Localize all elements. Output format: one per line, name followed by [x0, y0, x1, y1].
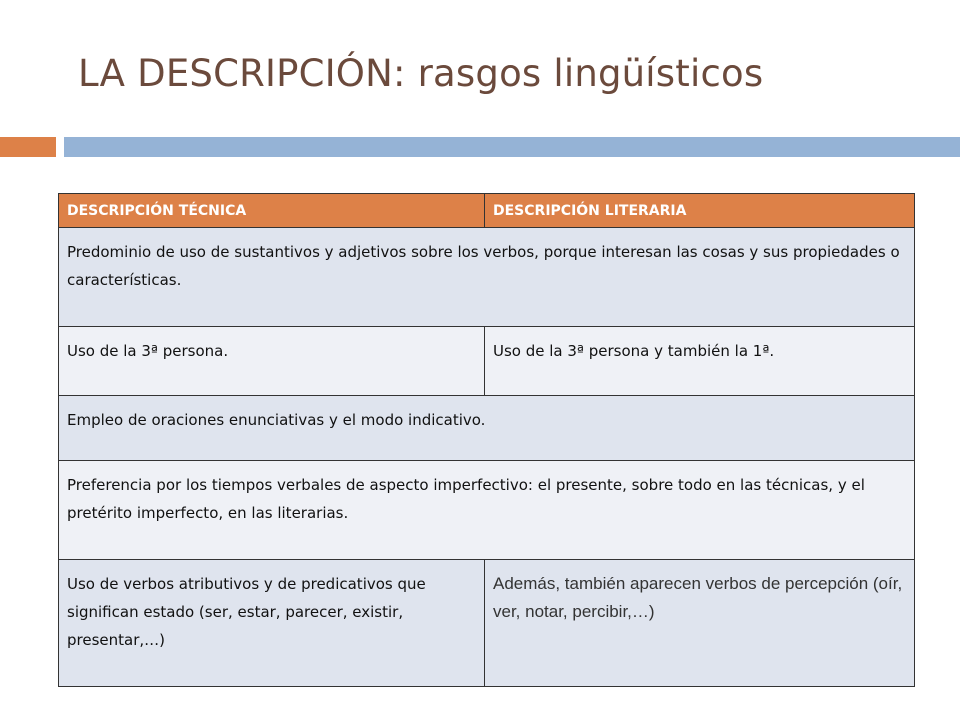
slide-title: LA DESCRIPCIÓN: rasgos lingüísticos — [78, 52, 764, 95]
features-table — [58, 193, 915, 687]
table-header-row — [59, 194, 915, 228]
row-sustantivos-adjetivos: Predominio de uso de sustantivos y adjetivos sobre los verbos, porque interesan las cosas y sus propiedades o características. — [59, 228, 915, 327]
header-literaria: DESCRIPCIÓN LITERARIA — [485, 194, 915, 228]
row-tiempos-verbales: Preferencia por los tiempos verbales de aspecto imperfectivo: el presente, sobre todo en las técnicas, y el pretérito imperfecto, en las literarias. — [59, 461, 915, 560]
table-row — [59, 461, 915, 560]
row-persona-tecnica: Uso de la 3ª persona. — [59, 327, 485, 396]
accent-bar-orange — [0, 137, 56, 157]
row-oraciones-enunciativas: Empleo de oraciones enunciativas y el modo indicativo. — [59, 396, 915, 461]
table-row — [59, 560, 915, 687]
table-row — [59, 228, 915, 327]
row-verbos-tecnica: Uso de verbos atributivos y de predicativos que significan estado (ser, estar, parecer, existir, presentar,…) — [59, 560, 485, 687]
row-verbos-literaria: Además, también aparecen verbos de percepción (oír, ver, notar, percibir,…) — [485, 560, 915, 687]
header-tecnica: DESCRIPCIÓN TÉCNICA — [59, 194, 485, 228]
table-row — [59, 327, 915, 396]
accent-bar-blue — [64, 137, 960, 157]
table-row — [59, 396, 915, 461]
row-persona-literaria: Uso de la 3ª persona y también la 1ª. — [485, 327, 915, 396]
